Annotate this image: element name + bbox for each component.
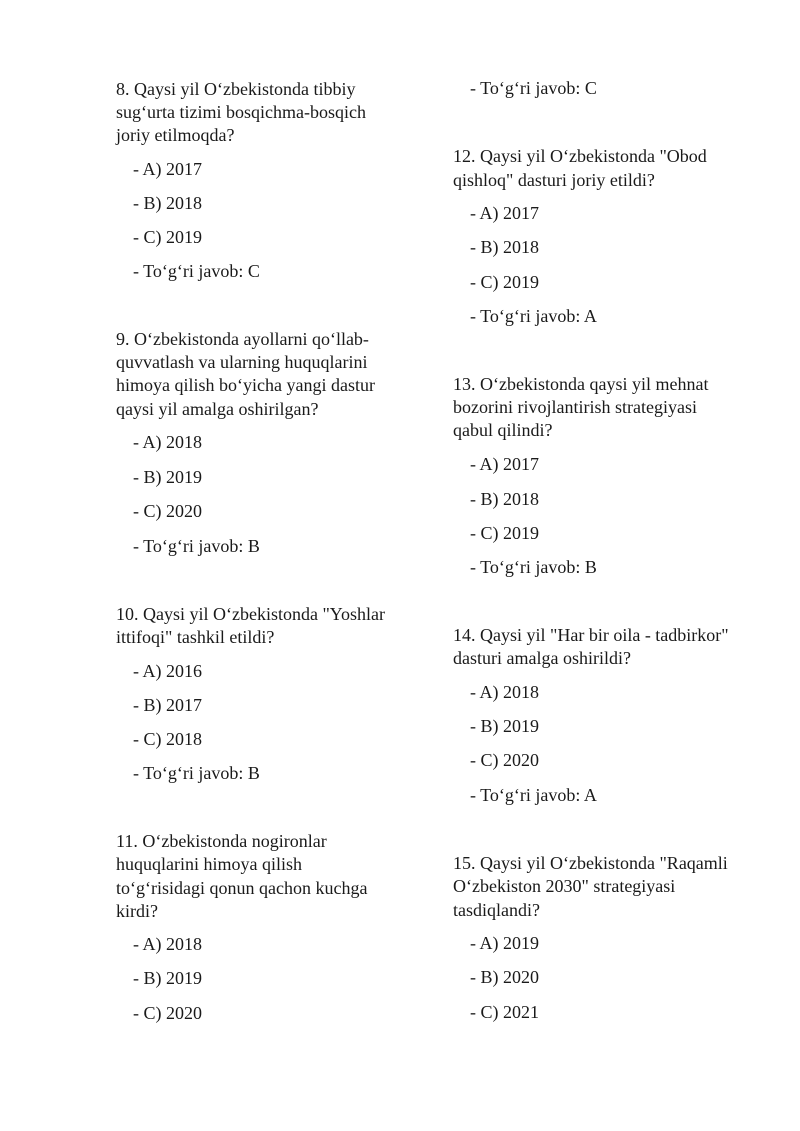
question-9-line-1: 9. O‘zbekistonda ayollarni qo‘llab- xyxy=(116,329,369,349)
question-15-line-1: 15. Qaysi yil O‘zbekistonda "Raqamli xyxy=(453,853,728,873)
question-10-option-a: - A) 2016 xyxy=(133,661,202,681)
question-9-option-c: - C) 2020 xyxy=(133,501,202,521)
question-15-option-c: - C) 2021 xyxy=(470,1002,539,1022)
question-11-option-b: - B) 2019 xyxy=(133,968,202,988)
question-9-line-3: himoya qilish bo‘yicha yangi dastur xyxy=(116,375,375,395)
question-12-answer: - To‘g‘ri javob: A xyxy=(470,306,597,326)
question-11-answer: - To‘g‘ri javob: C xyxy=(470,78,597,98)
question-8-line-3: joriy etilmoqda? xyxy=(116,125,235,145)
question-13-option-b: - B) 2018 xyxy=(470,489,539,509)
question-9-answer: - To‘g‘ri javob: B xyxy=(133,536,260,556)
question-9-line-4: qaysi yil amalga oshirilgan? xyxy=(116,399,319,419)
question-8-option-c: - C) 2019 xyxy=(133,227,202,247)
question-14-line-2: dasturi amalga oshirildi? xyxy=(453,648,631,668)
question-14-line-1: 14. Qaysi yil "Har bir oila - tadbirkor" xyxy=(453,625,729,645)
question-12-option-b: - B) 2018 xyxy=(470,237,539,257)
question-9-line-2: quvvatlash va ularning huquqlarini xyxy=(116,352,368,372)
question-10-option-b: - B) 2017 xyxy=(133,695,202,715)
question-11-line-3: to‘g‘risidagi qonun qachon kuchga xyxy=(116,878,368,898)
question-14-answer: - To‘g‘ri javob: A xyxy=(470,785,597,805)
question-15-option-b: - B) 2020 xyxy=(470,967,539,987)
question-9-option-a: - A) 2018 xyxy=(133,432,202,452)
question-15-line-2: O‘zbekiston 2030" strategiyasi xyxy=(453,876,676,896)
question-8-option-a: - A) 2017 xyxy=(133,159,202,179)
question-13-line-1: 13. O‘zbekistonda qaysi yil mehnat xyxy=(453,374,709,394)
question-10-line-2: ittifoqi" tashkil etildi? xyxy=(116,627,275,647)
question-15-line-3: tasdiqlandi? xyxy=(453,900,540,920)
question-8-line-1: 8. Qaysi yil O‘zbekistonda tibbiy xyxy=(116,79,356,99)
question-14-option-b: - B) 2019 xyxy=(470,716,539,736)
question-12-line-2: qishloq" dasturi joriy etildi? xyxy=(453,170,655,190)
question-14-option-c: - C) 2020 xyxy=(470,750,539,770)
question-8-option-b: - B) 2018 xyxy=(133,193,202,213)
question-10-line-1: 10. Qaysi yil O‘zbekistonda "Yoshlar xyxy=(116,604,385,624)
question-11-line-1: 11. O‘zbekistonda nogironlar xyxy=(116,831,327,851)
question-8-answer: - To‘g‘ri javob: C xyxy=(133,261,260,281)
question-11-line-2: huquqlarini himoya qilish xyxy=(116,854,302,874)
question-14-option-a: - A) 2018 xyxy=(470,682,539,702)
question-11-line-4: kirdi? xyxy=(116,901,158,921)
question-10-option-c: - C) 2018 xyxy=(133,729,202,749)
question-13-line-2: bozorini rivojlantirish strategiyasi xyxy=(453,397,697,417)
question-13-option-c: - C) 2019 xyxy=(470,523,539,543)
question-8-line-2: sug‘urta tizimi bosqichma-bosqich xyxy=(116,102,366,122)
question-12-option-c: - C) 2019 xyxy=(470,272,539,292)
question-13-answer: - To‘g‘ri javob: B xyxy=(470,557,597,577)
question-11-option-a: - A) 2018 xyxy=(133,934,202,954)
question-9-option-b: - B) 2019 xyxy=(133,467,202,487)
question-12-line-1: 12. Qaysi yil O‘zbekistonda "Obod xyxy=(453,146,707,166)
question-15-option-a: - A) 2019 xyxy=(470,933,539,953)
question-11-option-c: - C) 2020 xyxy=(133,1003,202,1023)
question-12-option-a: - A) 2017 xyxy=(470,203,539,223)
question-13-line-3: qabul qilindi? xyxy=(453,420,553,440)
question-13-option-a: - A) 2017 xyxy=(470,454,539,474)
question-10-answer: - To‘g‘ri javob: B xyxy=(133,763,260,783)
